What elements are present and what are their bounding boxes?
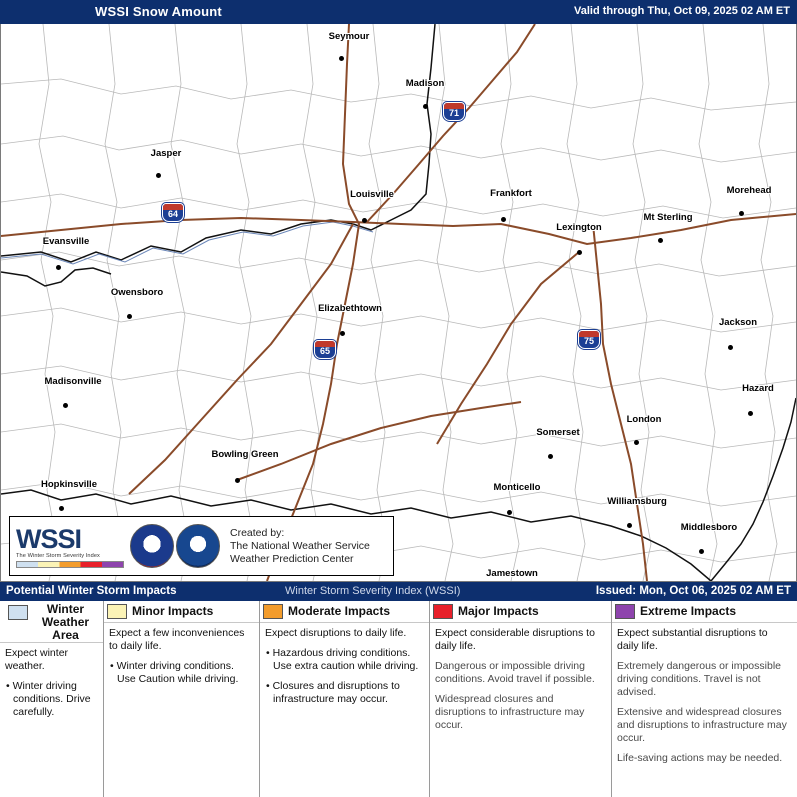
page-header: [0, 0, 797, 24]
city-dot: [748, 411, 753, 416]
legend-category-major-impacts: [430, 601, 612, 797]
legend-line: • Hazardous driving conditions. Use extra caution while driving.: [266, 647, 419, 672]
city-label: Madison: [405, 78, 445, 89]
legend-category-label: Extreme Impacts: [640, 604, 737, 618]
city-dot: [339, 56, 344, 61]
city-label: Middlesboro: [680, 522, 738, 533]
legend-line: Expect winter weather.: [5, 647, 69, 672]
interstate-route-number: 71: [448, 108, 459, 118]
legend-category-minor-impacts: [104, 601, 260, 797]
city-label: Monticello: [493, 482, 541, 493]
city-label: Frankfort: [490, 188, 532, 199]
city-label: Mt Sterling: [643, 212, 693, 223]
legend-category-label: Moderate Impacts: [288, 604, 391, 618]
wssi-color-scale: [16, 561, 124, 568]
legend-category-body: [104, 623, 259, 686]
impacts-subheader-left: Potential Winter Storm Impacts: [6, 585, 177, 597]
city-label: Jasper: [150, 148, 182, 159]
interstate-shield-icon: [314, 340, 336, 359]
created-by-line-1: Created by:: [230, 526, 285, 539]
legend-line: • Winter driving conditions. Use Caution while driving.: [110, 660, 239, 685]
city-label: Jackson: [718, 317, 758, 328]
legend-category-header: [430, 601, 611, 623]
city-dot: [507, 510, 512, 515]
city-dot: [127, 314, 132, 319]
legend-category-body: [430, 623, 611, 732]
noaa-seal-icon: [176, 524, 220, 568]
impacts-legend: [0, 601, 797, 797]
interstate-shield-icon: [443, 102, 465, 121]
wssi-acronym: WSSI: [16, 523, 82, 554]
legend-category-header: [260, 601, 429, 623]
page-title: WSSI Snow Amount: [95, 4, 222, 19]
nws-seal-icon: [130, 524, 174, 568]
legend-category-winter-weather-area: [0, 601, 104, 797]
city-dot: [658, 238, 663, 243]
legend-color-swatch: [8, 605, 28, 620]
legend-line: • Winter driving conditions. Drive carefully.: [6, 680, 91, 718]
legend-color-swatch: [615, 604, 635, 619]
city-dot: [728, 345, 733, 350]
legend-line: Expect disruptions to daily life.: [265, 627, 407, 639]
legend-category-body: [612, 623, 797, 765]
legend-category-body: [0, 643, 103, 719]
city-dot: [235, 478, 240, 483]
city-label: Lexington: [556, 222, 602, 233]
city-label: Owensboro: [110, 287, 164, 298]
interstate-shield-icon: [162, 203, 184, 222]
city-dot: [156, 173, 161, 178]
legend-category-header: [0, 601, 103, 643]
legend-category-header: [612, 601, 797, 623]
city-label: Williamsburg: [607, 496, 667, 507]
city-dot: [56, 265, 61, 270]
city-dot: [501, 217, 506, 222]
map-canvas[interactable]: [0, 24, 797, 582]
interstate-route-number: 65: [319, 346, 330, 356]
legend-line: Life-saving actions may be needed.: [617, 752, 783, 764]
legend-color-swatch: [433, 604, 453, 619]
city-label: Somerset: [536, 427, 580, 438]
legend-line: Dangerous or impossible driving conditions. Avoid travel if possible.: [435, 660, 595, 685]
legend-category-label: Major Impacts: [458, 604, 539, 618]
city-label: Madisonville: [44, 376, 102, 387]
legend-line: Expect a few inconveniences to daily life.: [109, 627, 245, 652]
impacts-subheader: [0, 582, 797, 601]
created-by-block: [230, 527, 370, 566]
wssi-wordmark: [10, 525, 128, 568]
interstate-route-number: 64: [167, 209, 178, 219]
impacts-subheader-center: Winter Storm Severity Index (WSSI): [285, 585, 461, 597]
city-label: Elizabethtown: [318, 303, 382, 314]
legend-category-moderate-impacts: [260, 601, 430, 797]
wssi-expansion: The Winter Storm Severity Index: [16, 552, 100, 559]
city-label: London: [626, 414, 662, 425]
issued-text: Issued: Mon, Oct 06, 2025 02 AM ET: [595, 585, 791, 597]
city-dot: [634, 440, 639, 445]
legend-line: Expect substantial disruptions to daily life.: [617, 627, 768, 652]
city-label: Evansville: [42, 236, 90, 247]
legend-line: • Closures and disruptions to infrastructure may occur.: [266, 680, 400, 705]
legend-color-swatch: [107, 604, 127, 619]
wssi-logo-box: [9, 516, 394, 576]
legend-line: Extremely dangerous or impossible driving conditions. Travel is not advised.: [617, 660, 781, 698]
created-by-line-2: The National Weather Service: [230, 539, 370, 552]
legend-category-header: [104, 601, 259, 623]
city-dot: [577, 250, 582, 255]
city-label: Hopkinsville: [41, 479, 97, 490]
valid-through-text: Valid through Thu, Oct 09, 2025 02 AM ET: [574, 5, 790, 17]
city-dot: [699, 549, 704, 554]
legend-category-body: [260, 623, 429, 706]
legend-category-label: Minor Impacts: [132, 604, 214, 618]
city-dot: [627, 523, 632, 528]
city-dot: [59, 506, 64, 511]
city-dot: [340, 331, 345, 336]
city-dot: [548, 454, 553, 459]
legend-color-swatch: [263, 604, 283, 619]
legend-line: Extensive and widespread closures and disruptions to infrastructure may occur.: [617, 706, 787, 744]
city-label: Seymour: [328, 31, 370, 42]
city-label: Morehead: [726, 185, 772, 196]
city-dot: [423, 104, 428, 109]
city-dot: [362, 218, 367, 223]
city-dot: [739, 211, 744, 216]
interstate-route-number: 75: [583, 336, 594, 346]
city-label: Jamestown: [486, 568, 538, 579]
map-geography-layer: [1, 24, 796, 581]
legend-category-extreme-impacts: [612, 601, 797, 797]
city-label: Hazard: [742, 383, 774, 394]
legend-line: Expect considerable disruptions to daily life.: [435, 627, 595, 652]
interstate-shield-icon: [578, 330, 600, 349]
created-by-line-3: Weather Prediction Center: [230, 552, 354, 565]
legend-category-label: Winter Weather Area: [41, 602, 90, 642]
city-label: Bowling Green: [211, 449, 279, 460]
legend-line: Widespread closures and disruptions to infrastructure may occur.: [435, 693, 585, 731]
city-label: Louisville: [350, 189, 394, 200]
city-dot: [63, 403, 68, 408]
